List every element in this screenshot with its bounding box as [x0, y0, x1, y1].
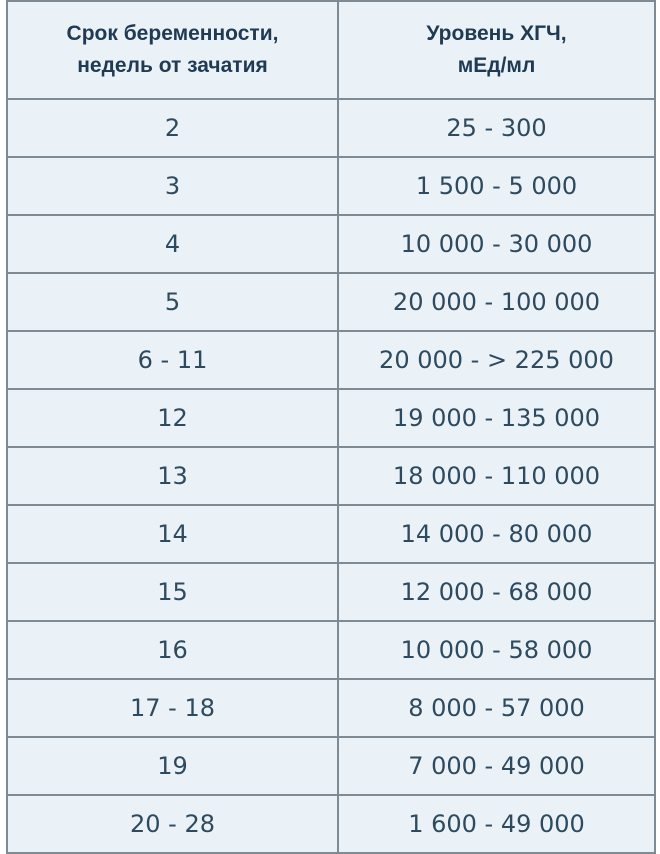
cell-hcg-range: 1 600 - 49 000: [338, 795, 655, 853]
table-row: [7, 389, 655, 447]
cell-hcg-range: 10 000 - 58 000: [338, 621, 655, 679]
table-row: [7, 447, 655, 505]
cell-gestation-weeks: 6 - 11: [7, 331, 338, 389]
table-row: [7, 99, 655, 157]
table-row: [7, 273, 655, 331]
table-row: [7, 795, 655, 853]
cell-hcg-range: 25 - 300: [338, 99, 655, 157]
cell-hcg-range: 10 000 - 30 000: [338, 215, 655, 273]
table-row: [7, 679, 655, 737]
cell-hcg-range: 14 000 - 80 000: [338, 505, 655, 563]
cell-hcg-range: 19 000 - 135 000: [338, 389, 655, 447]
header-hcg-line-2: мЕд/мл: [457, 54, 536, 77]
hcg-levels-table: [6, 0, 656, 854]
table-row: [7, 331, 655, 389]
cell-gestation-weeks: 14: [7, 505, 338, 563]
table-row: [7, 505, 655, 563]
table-header: [7, 1, 655, 99]
cell-gestation-weeks: 13: [7, 447, 338, 505]
cell-hcg-range: 1 500 - 5 000: [338, 157, 655, 215]
cell-hcg-range: 12 000 - 68 000: [338, 563, 655, 621]
cell-gestation-weeks: 5: [7, 273, 338, 331]
cell-hcg-range: 20 000 - 100 000: [338, 273, 655, 331]
cell-gestation-weeks: 2: [7, 99, 338, 157]
header-gestation-weeks: [7, 1, 338, 99]
cell-gestation-weeks: 4: [7, 215, 338, 273]
table-row: [7, 737, 655, 795]
table-row: [7, 621, 655, 679]
header-gestation-line-2: недель от зачатия: [77, 54, 268, 77]
table-body: [7, 99, 655, 853]
cell-gestation-weeks: 15: [7, 563, 338, 621]
cell-gestation-weeks: 12: [7, 389, 338, 447]
header-row: [7, 1, 655, 99]
cell-gestation-weeks: 17 - 18: [7, 679, 338, 737]
table-row: [7, 157, 655, 215]
cell-gestation-weeks: 3: [7, 157, 338, 215]
header-hcg-line-1: Уровень ХГЧ,: [426, 22, 567, 45]
cell-hcg-range: 8 000 - 57 000: [338, 679, 655, 737]
header-hcg-level: [338, 1, 655, 99]
cell-hcg-range: 18 000 - 110 000: [338, 447, 655, 505]
table-row: [7, 563, 655, 621]
cell-hcg-range: 20 000 - > 225 000: [338, 331, 655, 389]
header-gestation-line-1: Срок беременности,: [66, 22, 279, 45]
cell-hcg-range: 7 000 - 49 000: [338, 737, 655, 795]
cell-gestation-weeks: 19: [7, 737, 338, 795]
hcg-table-container: [6, 0, 654, 838]
cell-gestation-weeks: 16: [7, 621, 338, 679]
table-row: [7, 215, 655, 273]
cell-gestation-weeks: 20 - 28: [7, 795, 338, 853]
